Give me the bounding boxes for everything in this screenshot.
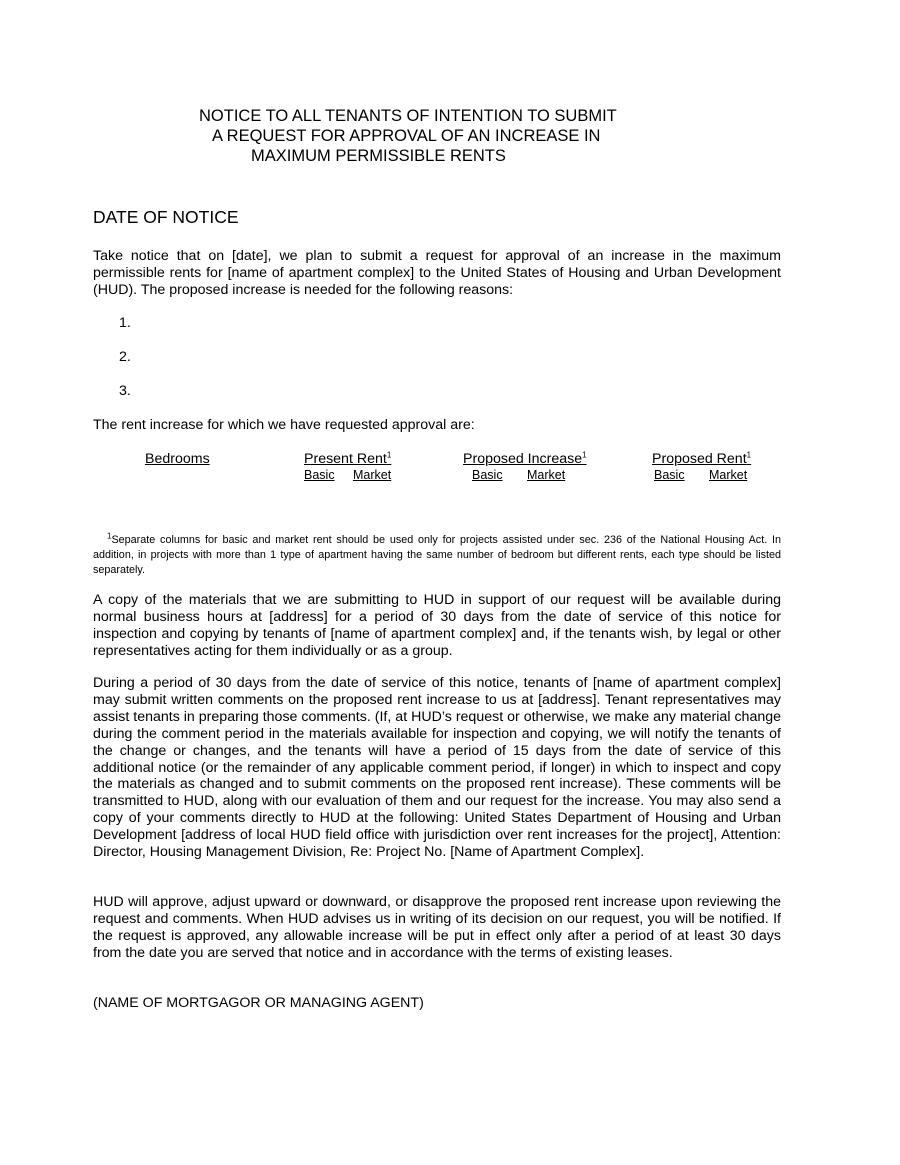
reason-item-1: 1. <box>119 315 131 331</box>
present-rent-basic: Basic <box>304 468 335 482</box>
footnote-text: Separate columns for basic and market rent should be used only for projects assisted under sec. 236 of the National Housing Act. In addition, in projects with more than 1 type of apartment having the same number of bedroom but different rents, each type should be listed separately. <box>93 534 781 576</box>
proposed-rent-header <box>652 451 751 467</box>
footnote-marker: 1 <box>107 531 112 541</box>
proposed-increase-header <box>463 451 587 467</box>
proposed-increase-label: Proposed Increase <box>463 451 583 467</box>
document-title <box>93 106 781 166</box>
rent-table <box>93 451 781 491</box>
title-line-2: A REQUEST FOR APPROVAL OF AN INCREASE IN <box>212 127 601 145</box>
reason-item-3: 3. <box>119 383 131 399</box>
title-line-3: MAXIMUM PERMISSIBLE RENTS <box>251 147 506 165</box>
comment-period-paragraph: During a period of 30 days from the date of service of this notice, tenants of [name of apartment complex] may submit written comments on the proposed rent increase to us at [address]. Tenant representatives may assist tenants in preparing those comments. (If, at HUD’s request or otherwise, we make any material change during the comment period in the materials available for inspection and copying, we will notify the tenants of the change or changes, and the tenants will have a period of 15 days from the date of service of this additional notice (or the remainder of any applicable comment period, if longer) in which to inspect and copy the materials as changed and to submit comments on the proposed rent increase). These comments will be transmitted to HUD, along with our evaluation of them and our request for the increase. You may also send a copy of your comments directly to HUD at the following: United States Department of Housing and Urban Development [address of local HUD field office with jurisdiction over rent increases for the project], Attention: Director, Housing Management Division, Re: Project No. [Name of Apartment Complex]. <box>93 675 781 861</box>
footnote <box>93 533 781 578</box>
present-rent-label: Present Rent <box>304 451 387 467</box>
reasons-list <box>119 315 131 417</box>
proposed-rent-basic: Basic <box>654 468 685 482</box>
proposed-increase-market: Market <box>527 468 566 482</box>
reason-item-2: 2. <box>119 349 131 365</box>
present-rent-market: Market <box>353 468 392 482</box>
present-rent-header <box>304 451 391 467</box>
date-of-notice-heading: DATE OF NOTICE <box>93 207 239 227</box>
proposed-increase-footnote-marker: 1 <box>582 450 587 460</box>
present-rent-footnote-marker: 1 <box>386 450 392 460</box>
hud-decision-paragraph: HUD will approve, adjust upward or downward, or disapprove the proposed rent increase upon reviewing the request and comments. When HUD advises us in writing of its decision on our request, you will be notified. If the request is approved, any allowable increase will be put in effect only after a period of at least 30 days from the date you are served that notice and in accordance with the terms of existing leases. <box>93 894 781 961</box>
proposed-rent-market: Market <box>709 468 748 482</box>
materials-paragraph: A copy of the materials that we are submitting to HUD in support of our request will be available during normal business hours at [address] for a period of 30 days from the date of service of this notice for inspection and copying by tenants of [name of apartment complex] and, if the tenants wish, by legal or other representatives acting for them individually or as a group. <box>93 592 781 659</box>
proposed-increase-basic: Basic <box>472 468 503 482</box>
signoff: (NAME OF MORTGAGOR OR MANAGING AGENT) <box>93 995 424 1011</box>
rent-increase-line: The rent increase for which we have requested approval are: <box>93 417 475 433</box>
bedrooms-header: Bedrooms <box>145 451 210 467</box>
proposed-rent-footnote-marker: 1 <box>746 450 752 460</box>
intro-paragraph: Take notice that on [date], we plan to submit a request for approval of an increase in the maximum permissible rents for [name of apartment complex] to the United States of Housing and Urban Development (HUD). The proposed increase is needed for the following reasons: <box>93 248 781 298</box>
title-line-1: NOTICE TO ALL TENANTS OF INTENTION TO SUBMIT <box>199 107 617 125</box>
proposed-rent-label: Proposed Rent <box>652 451 747 467</box>
